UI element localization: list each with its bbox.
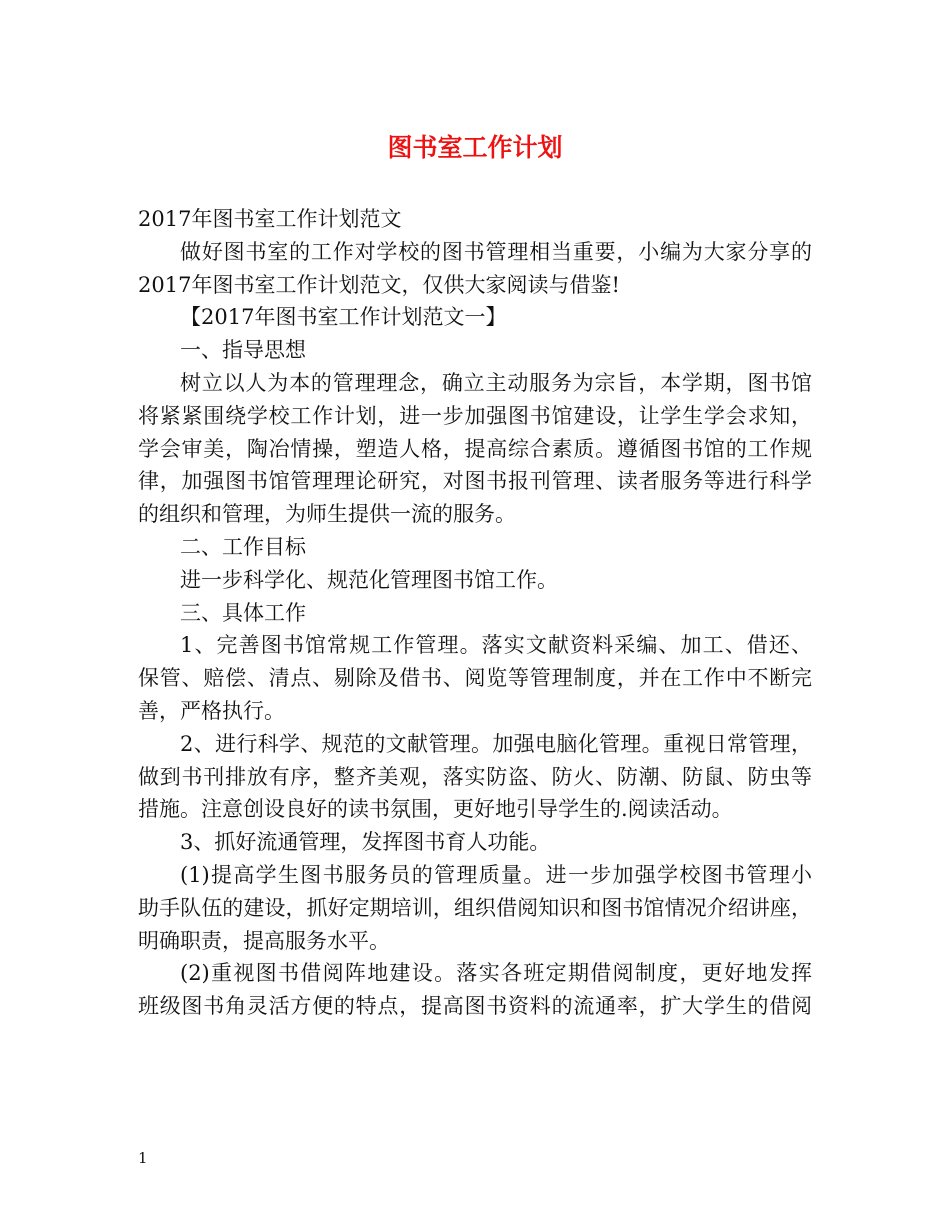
text-line: 将紧紧围绕学校工作计划，进一步加强图书馆建设，让学生学会求知，	[138, 403, 812, 428]
text-line: 助手队伍的建设，抓好定期培训，组织借阅知识和图书馆情况介绍讲座，	[138, 895, 812, 920]
text-line: 2、进行科学、规范的文献管理。加强电脑化管理。重视日常管理，	[180, 731, 812, 756]
text-line: 班级图书角灵活方便的特点，提高图书资料的流通率，扩大学生的借阅	[138, 994, 812, 1019]
text-line-subtitle: 2017年图书室工作计划范文	[138, 207, 402, 231]
text-line: (1)提高学生图书服务员的管理质量。进一步加强学校图书管理小	[180, 862, 812, 887]
text-line: 保管、赔偿、清点、剔除及借书、阅览等管理制度，并在工作中不断完	[138, 666, 812, 691]
text-line: 学会审美，陶冶情操，塑造人格，提高综合素质。遵循图书馆的工作规	[138, 436, 812, 461]
text-line: 律，加强图书馆管理理论研究，对图书报刊管理、读者服务等进行科学	[138, 469, 812, 494]
text-line: 进一步科学化、规范化管理图书馆工作。	[180, 567, 558, 592]
text-line: 善，严格执行。	[138, 698, 285, 723]
text-line: (2)重视图书借阅阵地建设。落实各班定期借阅制度，更好地发挥	[180, 961, 812, 986]
page-number: 1	[138, 1149, 148, 1167]
section-heading: 二、工作目标	[180, 534, 306, 559]
section-heading: 一、指导思想	[180, 338, 306, 363]
text-line: 树立以人为本的管理理念，确立主动服务为宗旨，本学期，图书馆	[180, 370, 812, 395]
section-heading: 【2017年图书室工作计划范文一】	[180, 305, 507, 330]
document-body	[138, 203, 812, 1023]
text-line: 做好图书室的工作对学校的图书管理相当重要，小编为大家分享的	[180, 239, 812, 264]
text-line: 的组织和管理，为师生提供一流的服务。	[138, 502, 516, 527]
text-line: 措施。注意创设良好的读书氛围，更好地引导学生的.阅读活动。	[138, 797, 733, 822]
text-line: 3、抓好流通管理，发挥图书育人功能。	[180, 830, 551, 855]
page-title: 图书室工作计划	[387, 133, 563, 162]
text-line: 2017年图书室工作计划范文，仅供大家阅读与借鉴!	[138, 272, 620, 297]
text-line: 明确职责，提高服务水平。	[138, 928, 390, 953]
section-heading: 三、具体工作	[180, 600, 306, 625]
text-line: 1、完善图书馆常规工作管理。落实文献资料采编、加工、借还、	[180, 633, 812, 658]
text-line: 做到书刊排放有序，整齐美观，落实防盗、防火、防潮、防鼠、防虫等	[138, 764, 812, 789]
